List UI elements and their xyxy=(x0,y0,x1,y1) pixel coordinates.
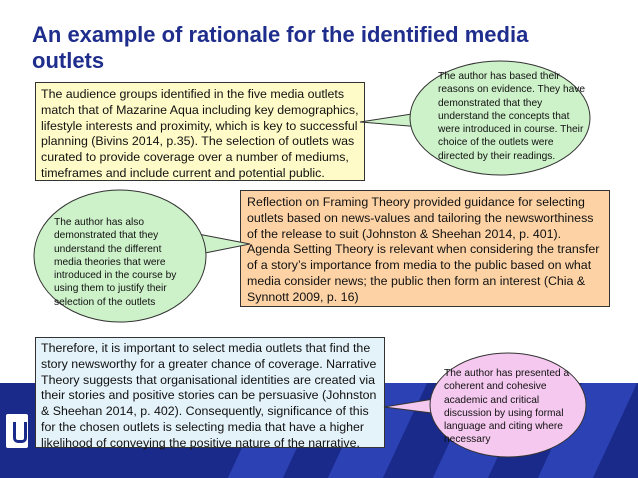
framing-theory-text: Reflection on Framing Theory provided guidance for selecting outlets based on news-values and tailoring the newsworthiness of the release to suit (Johnston & Sheehan 2014, p. 401). Agenda Setting Theory is relevant when considering the transfer of a story’s importance from media to the public based on what media consider news; the public then form an interest (Chia & Synnott 2009, p. 16) xyxy=(247,195,600,304)
bubble-academic-text: The author has presented a coherent and cohesive academic and critical discussion by using formal language and citing where necessary xyxy=(444,368,570,446)
bubble-evidence-text: The author has based their reasons on evidence. They have demonstrated that they understand the concepts that were introduced in course. Their choice of the outlets were directed by their readings. xyxy=(438,71,586,162)
conclusion-text: Therefore, it is important to select media outlets that find the story newsworthy for a greater chance of coverage. Narrative Theory suggests that organisational identities are created via their stories and positive stories can be persuasive (Johnston & Sheehan 2014, p. 402). Consequently, significance of this for the chosen outlets is selecting media that have a higher likelihood of conveying the positive nature of the narrative. xyxy=(41,341,377,450)
slide-title: An example of rationale for the identified media outlets xyxy=(32,22,529,73)
bubble-theories-text: The author has also demonstrated that they understand the different media theories that were introduced in the course by using them to justify their selection of the outlets xyxy=(54,217,177,308)
audience-rationale-text: The audience groups identified in the five media outlets match that of Mazarine Aqua including key demographics, lifestyle interests and proximity, which is key to successful planning (Bivins 2014, p.35). The selection of outlets was curated to provide coverage over a number of mediums, timeframes and include current and potential public. xyxy=(41,87,359,180)
